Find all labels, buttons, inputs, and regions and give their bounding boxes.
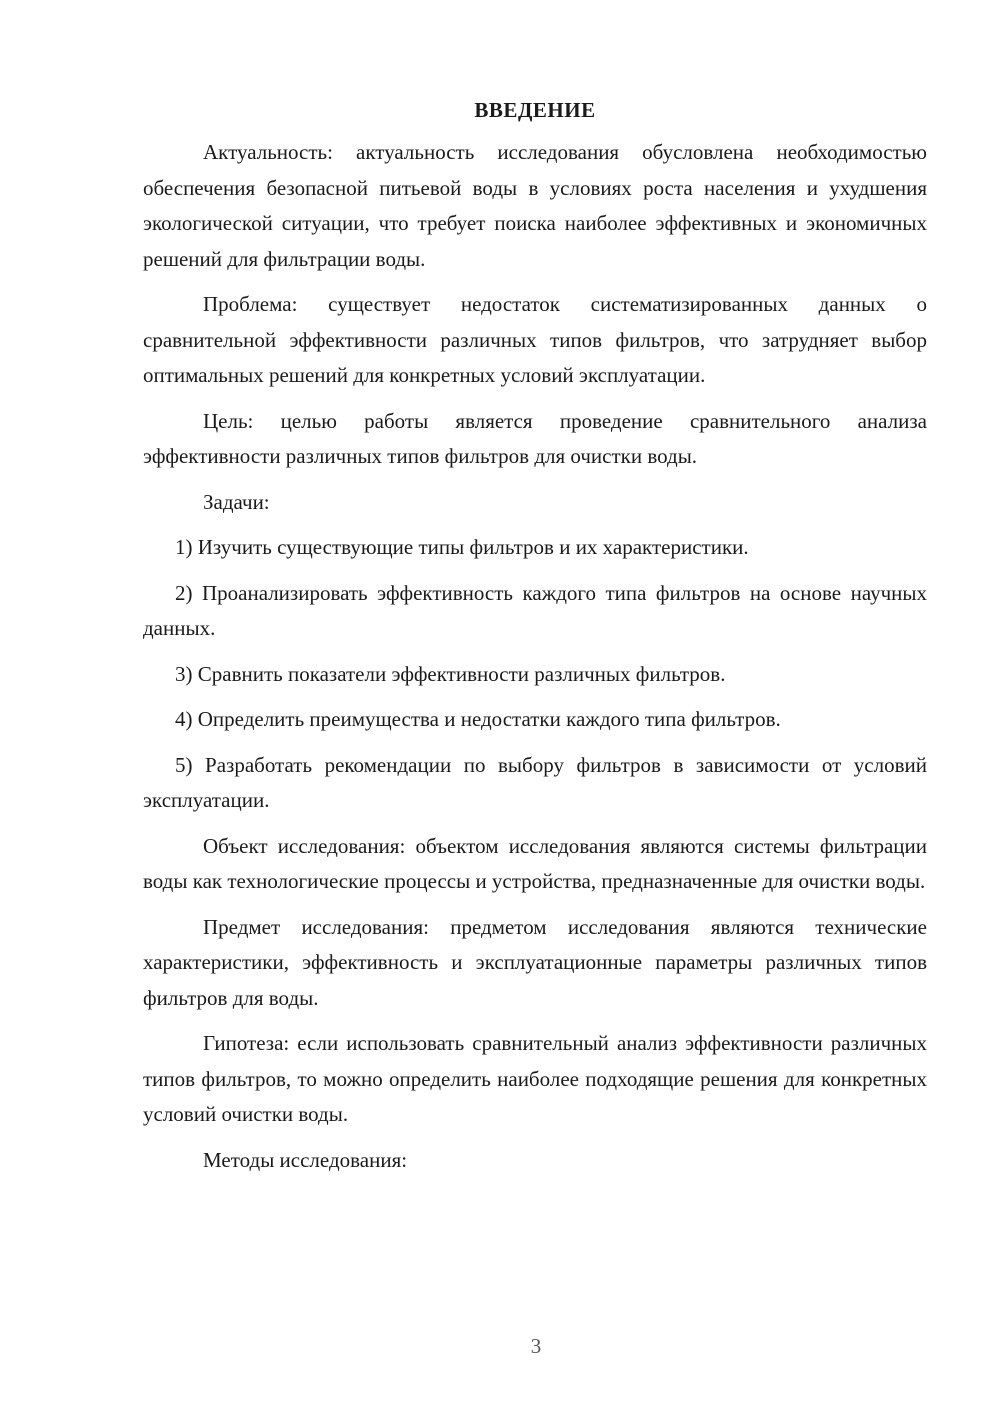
paragraph-problem: Проблема: существует недостаток систематизированных данных о сравнительной эффективности различных типов фильтров, что затрудняет выбор оптимальных решений для конкретных условий эксплуатации. [143,292,927,387]
paragraph-methods: Методы исследования: [203,1147,408,1172]
paragraph-goal: Цель: целью работы является проведение сравнительного анализа эффективности различных типов фильтров для очистки воды. [143,408,927,468]
paragraph-subject: Предмет исследования: предметом исследования являются технические характеристики, эффективность и эксплуатационные параметры различных типов фильтров для воды. [143,914,927,1010]
paragraph-relevance: Актуальность: актуальность исследования обусловлена необходимостью обеспечения безопасной питьевой воды в условиях роста населения и ухудшения экологической ситуации, что требует поиска наиболее эффективных и экономичных решений для фильтрации воды. [143,140,927,271]
document-page [143,95,927,1188]
page-number: 3 [530,1334,542,1358]
section-title: ВВЕДЕНИЕ [474,98,596,122]
task-item-3: 3) Сравнить показатели эффективности различных фильтров. [175,661,726,686]
paragraph-object: Объект исследования: объектом исследования являются системы фильтрации воды как технологические процессы и устройства, предназначенные для очистки воды. [143,833,927,893]
paragraph-hypothesis: Гипотеза: если использовать сравнительный анализ эффективности различных типов фильтров, то можно определить наиболее подходящие решения для конкретных условий очистки воды. [143,1031,927,1126]
paragraph-tasks-heading: Задачи: [203,489,270,514]
task-item-4: 4) Определить преимущества и недостатки каждого типа фильтров. [175,707,781,731]
task-item-5: 5) Разработать рекомендации по выбору фильтров в зависимости от условий эксплуатации. [143,752,927,812]
task-item-1: 1) Изучить существующие типы фильтров и их характеристики. [175,535,749,559]
task-item-2: 2) Проанализировать эффективность каждого типа фильтров на основе научных данных. [143,580,927,640]
